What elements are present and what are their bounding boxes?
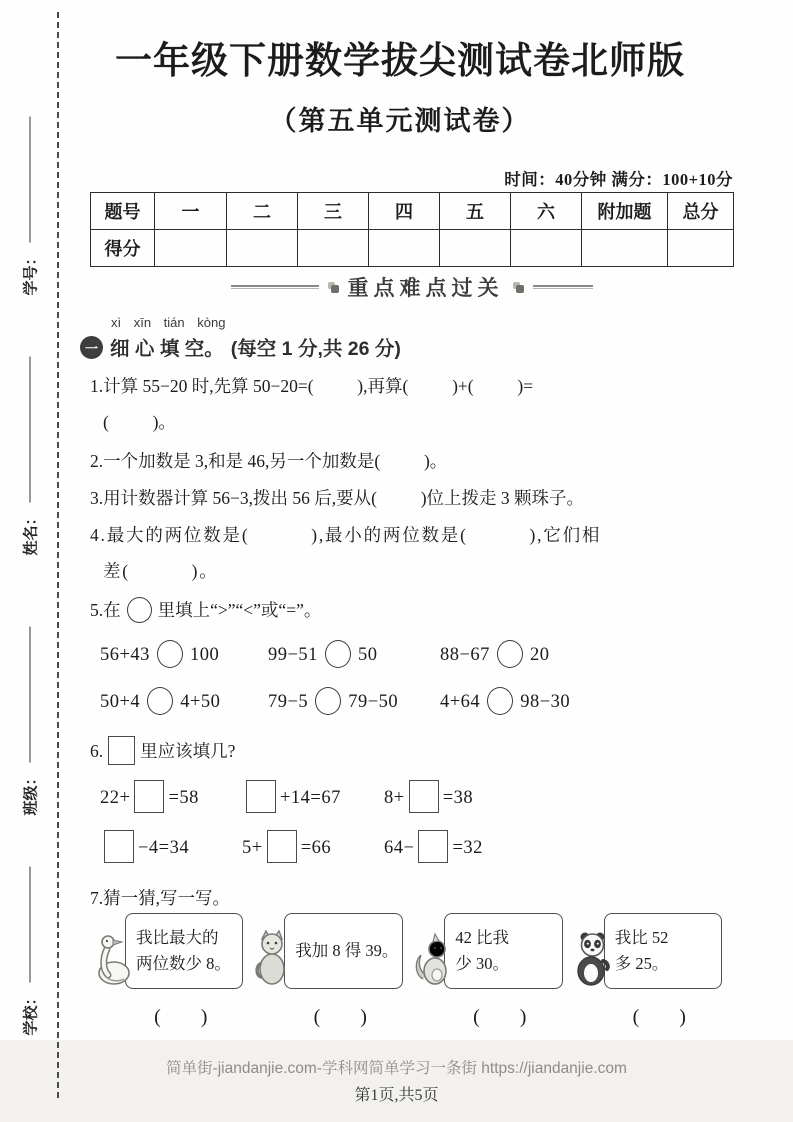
banner-text: 重点难点过关 — [347, 277, 504, 300]
equation-post: =38 — [442, 788, 474, 808]
question-6-intro-post: 里应该填几? — [140, 741, 236, 761]
compare-left: 88−67 — [440, 645, 490, 665]
question-4-line-1: 4.最大的两位数是( ),最小的两位数是( ),它们相 — [90, 525, 602, 545]
bubble-line: 多 25。 — [614, 954, 669, 973]
score-cell — [440, 230, 511, 267]
score-cell — [369, 230, 440, 267]
question-5-intro-pre: 5.在 — [90, 600, 121, 620]
answer-blank: ( ) — [473, 1006, 527, 1028]
compare-circle-icon — [315, 687, 341, 715]
site-watermark: 简单街-jiandanjie.com-学科网简单学习一条街 https://jiandanjie.com — [166, 1060, 627, 1077]
question-7-bubbles — [94, 913, 722, 989]
compare-circle-icon — [147, 687, 173, 715]
compare-right: 20 — [529, 645, 550, 665]
school-label: 学校： — [23, 990, 40, 1036]
compare-item — [100, 640, 268, 668]
page-number: 第1页,共5页 — [354, 1087, 439, 1104]
speech-bubble — [604, 913, 722, 989]
bubble-line: 我加 8 得 39。 — [295, 941, 399, 960]
col-section-4: 四 — [369, 193, 440, 230]
compare-right: 50 — [357, 645, 378, 665]
compare-circle-icon — [487, 687, 513, 715]
compare-item — [440, 687, 740, 715]
banner-left-line — [231, 285, 319, 289]
section1-score-note: (每空 1 分,共 26 分) — [230, 338, 401, 360]
fill-box-icon — [267, 830, 297, 863]
speech-bubble — [444, 913, 562, 989]
section1-title: 细 心 填 空。 — [110, 338, 224, 360]
section1-number-badge: 一 — [80, 336, 103, 359]
equation-post: =58 — [168, 788, 199, 808]
speech-bubble — [125, 913, 243, 989]
bubble-line: 两位数少 8。 — [136, 954, 231, 973]
compare-circle-icon — [497, 640, 523, 668]
equation-post: +14=67 — [280, 788, 341, 808]
equation-item — [100, 830, 242, 863]
student-id-blank-line — [30, 116, 31, 242]
bubble-group-squirrel — [413, 913, 562, 989]
leaf-ornament-icon — [328, 282, 339, 293]
score-cell — [582, 230, 668, 267]
question-6-intro — [90, 736, 740, 765]
equation-post: =32 — [452, 838, 483, 858]
time-score-meta: 时间：40分钟 满分：100+10分 — [504, 170, 733, 189]
question-7-intro: 7.猜一猜,写一写。 — [90, 888, 230, 908]
question-2: 2.一个加数是 3,和是 46,另一个加数是( )。 — [90, 451, 448, 471]
compare-item — [440, 640, 740, 668]
score-cell — [668, 230, 734, 267]
cat-icon — [253, 929, 291, 987]
fill-box-icon — [108, 736, 135, 765]
col-section-3: 三 — [298, 193, 369, 230]
score-table-score-row — [91, 230, 734, 267]
question-4-line-2: 差( )。 — [103, 561, 219, 581]
student-id-label: 学号： — [23, 250, 40, 296]
compare-left: 79−5 — [268, 692, 309, 712]
equation-pre: 8+ — [384, 788, 405, 808]
question-5-intro-post: 里填上“>”“<”或“=”。 — [157, 600, 322, 620]
margin-field-class — [20, 616, 41, 816]
compare-circle-icon — [325, 640, 351, 668]
equation-pre: 5+ — [242, 838, 263, 858]
col-section-6: 六 — [511, 193, 582, 230]
answer-blank: ( ) — [154, 1006, 208, 1028]
compare-circle-icon — [157, 640, 183, 668]
fill-box-icon — [418, 830, 448, 863]
score-cell — [511, 230, 582, 267]
section1-heading — [80, 333, 401, 361]
equation-item — [242, 830, 384, 863]
compare-circle-icon — [127, 597, 152, 623]
compare-item — [268, 640, 440, 668]
bubble-line: 少 30。 — [455, 954, 510, 973]
question-6-equations — [100, 780, 740, 863]
answer-blank: ( ) — [632, 1006, 686, 1028]
answer-blank: ( ) — [313, 1006, 367, 1028]
question-3: 3.用计数器计算 56−3,拨出 56 后,要从( )位上拨走 3 颗珠子。 — [90, 488, 585, 508]
equation-pre: 64− — [384, 838, 415, 858]
col-question-number: 题号 — [91, 193, 155, 230]
compare-right: 98−30 — [520, 692, 571, 712]
col-total: 总分 — [668, 193, 734, 230]
bubble-line: 42 比我 — [455, 928, 510, 947]
page-subtitle: （第五单元测试卷） — [269, 106, 531, 136]
col-section-5: 五 — [440, 193, 511, 230]
compare-left: 4+64 — [440, 692, 481, 712]
compare-left: 56+43 — [100, 645, 150, 665]
col-section-1: 一 — [155, 193, 227, 230]
equation-item — [384, 780, 740, 813]
compare-left: 99−51 — [268, 645, 318, 665]
equation-item — [384, 830, 740, 863]
equation-item — [100, 780, 242, 813]
margin-field-name — [20, 346, 41, 556]
class-blank-line — [30, 626, 31, 762]
key-points-banner — [90, 272, 733, 302]
compare-right: 4+50 — [180, 692, 221, 712]
banner-right-line — [533, 285, 593, 289]
score-cell — [155, 230, 227, 267]
footer-background-band — [0, 1040, 793, 1122]
score-cell — [227, 230, 298, 267]
fill-box-icon — [104, 830, 134, 863]
question-1-line-2: ( )。 — [103, 412, 176, 432]
question-6-intro-pre: 6. — [90, 741, 104, 761]
question-7-answer-blanks — [94, 1006, 722, 1029]
question-5-intro — [90, 597, 740, 623]
compare-right: 100 — [189, 645, 220, 665]
school-blank-line — [30, 866, 31, 982]
binding-fold-dashed-line — [57, 12, 59, 1098]
fill-box-icon — [246, 780, 276, 813]
score-row-label: 得分 — [91, 230, 155, 267]
fill-box-icon — [409, 780, 439, 813]
bubble-group-panda — [573, 913, 722, 989]
question-1-line-1: 1.计算 55−20 时,先算 50−20=( ),再算( )+( )= — [90, 376, 534, 396]
equation-post: −4=34 — [138, 838, 190, 858]
equation-item — [242, 780, 384, 813]
fill-box-icon — [134, 780, 164, 813]
equation-post: =66 — [300, 838, 332, 858]
leaf-ornament-icon — [513, 282, 524, 293]
class-label: 班级： — [23, 770, 40, 816]
goose-icon — [94, 929, 132, 987]
compare-item — [268, 687, 440, 715]
name-blank-line — [30, 356, 31, 502]
compare-item — [100, 687, 268, 715]
speech-bubble — [284, 913, 403, 989]
score-table-header-row — [91, 193, 734, 230]
compare-left: 50+4 — [100, 692, 141, 712]
score-cell — [298, 230, 369, 267]
bubble-group-cat — [253, 913, 403, 989]
page-title: 一年级下册数学拔尖测试卷北师版 — [115, 41, 685, 82]
squirrel-icon — [413, 929, 451, 987]
equation-pre: 22+ — [100, 788, 131, 808]
col-section-2: 二 — [227, 193, 298, 230]
bubble-line: 我比 52 — [614, 928, 669, 947]
margin-field-school — [20, 856, 41, 1036]
name-label: 姓名： — [23, 510, 40, 556]
bubble-line: 我比最大的 — [136, 928, 219, 947]
panda-icon — [573, 929, 611, 987]
bubble-group-goose — [94, 913, 243, 989]
score-table — [90, 192, 734, 267]
compare-right: 79−50 — [348, 692, 399, 712]
question-5-expressions — [100, 640, 740, 715]
col-bonus: 附加题 — [582, 193, 668, 230]
margin-field-student-id — [20, 106, 41, 296]
section1-pinyin: xì xīn tián kòng — [111, 315, 226, 330]
